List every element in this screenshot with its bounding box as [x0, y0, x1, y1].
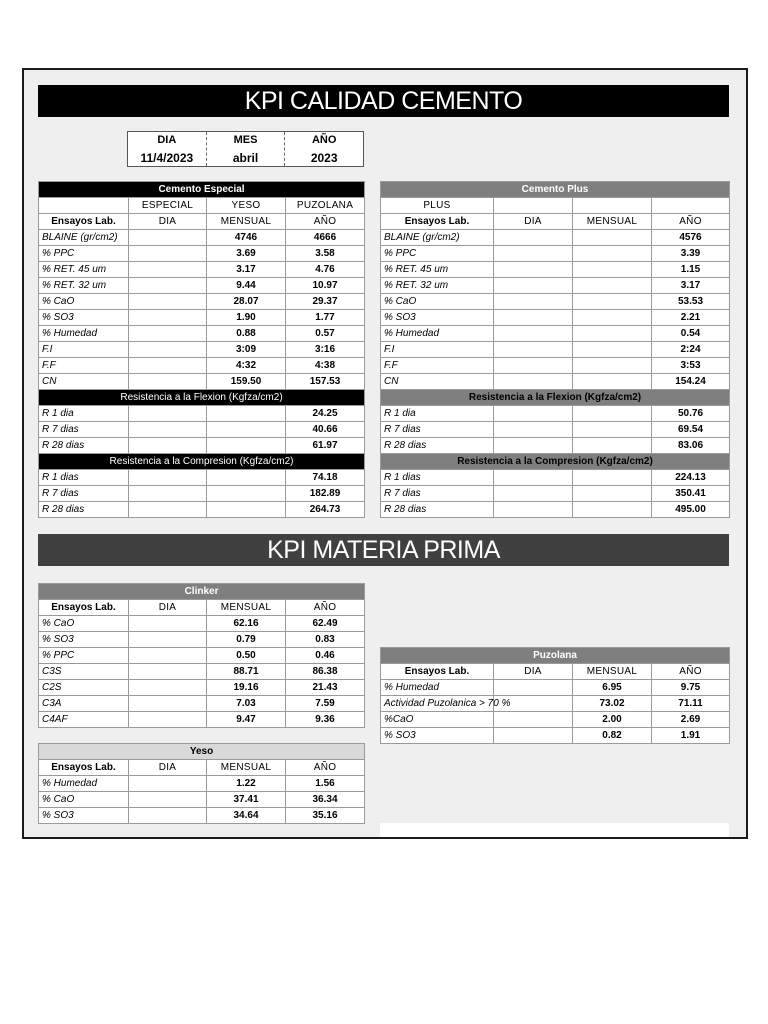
- table-row: [39, 680, 365, 696]
- cell-dia: [494, 502, 573, 518]
- header-dia: DIA: [129, 214, 207, 230]
- row-label: R 28 dias: [39, 502, 129, 518]
- cell-ano: 7.59: [286, 696, 365, 712]
- cell-dia: [129, 246, 207, 262]
- blank-cell: [573, 198, 652, 214]
- cell-dia: [494, 406, 573, 422]
- cell-dia: [129, 310, 207, 326]
- cell-dia: [129, 230, 207, 246]
- table-row: [39, 310, 365, 326]
- cell-ano: 3.39: [652, 246, 730, 262]
- row-label: % PPC: [381, 246, 494, 262]
- row-label: % SO3: [39, 632, 129, 648]
- cell-dia: [129, 664, 207, 680]
- cell-dia: [129, 502, 207, 518]
- cell-dia: [494, 310, 573, 326]
- cell-ano: 21.43: [286, 680, 365, 696]
- cell-ano: 157.53: [286, 374, 365, 390]
- cell-mensual: 0.88: [207, 326, 286, 342]
- cell-ano: 0.54: [652, 326, 730, 342]
- cell-mensual: [573, 294, 652, 310]
- header-ensayos: Ensayos Lab.: [381, 664, 494, 680]
- row-label: R 1 dias: [39, 470, 129, 486]
- cell-dia: [129, 792, 207, 808]
- cell-mensual: 9.44: [207, 278, 286, 294]
- cell-mensual: 62.16: [207, 616, 286, 632]
- cell-ano: 3:16: [286, 342, 365, 358]
- ano-label: AÑO: [311, 134, 337, 146]
- row-label: BLAINE (gr/cm2): [381, 230, 494, 246]
- table-row: [39, 776, 365, 792]
- cell-mensual: [207, 406, 286, 422]
- cell-mensual: 159.50: [207, 374, 286, 390]
- flexion-title: Resistencia a la Flexion (Kgfza/cm2): [381, 390, 730, 406]
- header-ensayos: Ensayos Lab.: [39, 600, 129, 616]
- table-row: [381, 502, 730, 518]
- subheader-puzolana: PUZOLANA: [286, 198, 365, 214]
- row-label: % Humedad: [39, 326, 129, 342]
- table-row: [39, 712, 365, 728]
- cell-mensual: 37.41: [207, 792, 286, 808]
- cell-dia: [494, 470, 573, 486]
- header-ano: AÑO: [286, 600, 365, 616]
- cell-ano: 224.13: [652, 470, 730, 486]
- cell-dia: [129, 262, 207, 278]
- cell-dia: [129, 808, 207, 824]
- cell-mensual: [573, 278, 652, 294]
- header-dia: DIA: [129, 760, 207, 776]
- cell-mensual: [207, 422, 286, 438]
- table-row: [39, 422, 365, 438]
- flexion-title: Resistencia a la Flexion (Kgfza/cm2): [39, 390, 365, 406]
- cell-ano: 495.00: [652, 502, 730, 518]
- row-label: % PPC: [39, 246, 129, 262]
- row-label: R 1 dias: [381, 470, 494, 486]
- cell-dia: [494, 230, 573, 246]
- table-row: [381, 406, 730, 422]
- cell-ano: 69.54: [652, 422, 730, 438]
- cell-ano: 36.34: [286, 792, 365, 808]
- cell-mensual: [573, 422, 652, 438]
- cell-dia: [129, 294, 207, 310]
- cell-dia: [494, 246, 573, 262]
- row-label: R 7 dias: [381, 422, 494, 438]
- cell-mensual: [573, 470, 652, 486]
- cell-ano: 1.56: [286, 776, 365, 792]
- header-mensual: MENSUAL: [207, 760, 286, 776]
- table-row: [381, 696, 730, 712]
- cell-mensual: [573, 230, 652, 246]
- cell-dia: [494, 358, 573, 374]
- row-label: % RET. 32 um: [39, 278, 129, 294]
- date-box: [127, 131, 364, 167]
- row-label: R 7 dias: [39, 486, 129, 502]
- cell-mensual: [573, 310, 652, 326]
- kpi-calidad-title: KPI CALIDAD CEMENTO: [38, 85, 729, 117]
- table-row: [381, 310, 730, 326]
- cell-ano: 0.46: [286, 648, 365, 664]
- cell-mensual: 88.71: [207, 664, 286, 680]
- cell-mensual: [573, 326, 652, 342]
- cell-mensual: [573, 262, 652, 278]
- table-row: [39, 358, 365, 374]
- cell-mensual: [573, 246, 652, 262]
- cell-ano: 50.76: [652, 406, 730, 422]
- cell-ano: 3:53: [652, 358, 730, 374]
- ano-value: 2023: [310, 151, 338, 165]
- mes-value: abril: [232, 151, 259, 165]
- row-label: % SO3: [39, 808, 129, 824]
- table-row: [39, 230, 365, 246]
- table-row: [381, 262, 730, 278]
- cell-ano: 24.25: [286, 406, 365, 422]
- date-ano: [285, 132, 363, 166]
- row-label: R 28 dias: [381, 502, 494, 518]
- table-row: [39, 502, 365, 518]
- cell-mensual: 3.69: [207, 246, 286, 262]
- cell-mensual: [207, 502, 286, 518]
- cell-mensual: 3.17: [207, 262, 286, 278]
- table-row: [39, 278, 365, 294]
- cell-dia: [129, 696, 207, 712]
- clinker-title: Clinker: [39, 584, 365, 600]
- cemento-especial-title: Cemento Especial: [39, 182, 365, 198]
- puzolana-title: Puzolana: [381, 648, 730, 664]
- row-label: % CaO: [39, 294, 129, 310]
- cell-mensual: 7.03: [207, 696, 286, 712]
- cell-ano: 4:38: [286, 358, 365, 374]
- table-row: [39, 374, 365, 390]
- cell-ano: 0.83: [286, 632, 365, 648]
- subheader-yeso: YESO: [207, 198, 286, 214]
- table-row: [381, 294, 730, 310]
- header-dia: DIA: [129, 600, 207, 616]
- row-label: F.F: [39, 358, 129, 374]
- cell-ano: 62.49: [286, 616, 365, 632]
- header-mensual: MENSUAL: [573, 664, 652, 680]
- row-label: % CaO: [39, 792, 129, 808]
- dia-label: DIA: [157, 134, 177, 146]
- row-label: % Humedad: [39, 776, 129, 792]
- table-row: [39, 632, 365, 648]
- cell-mensual: 19.16: [207, 680, 286, 696]
- cell-dia: [129, 776, 207, 792]
- cell-dia: [494, 294, 573, 310]
- row-label: % CaO: [381, 294, 494, 310]
- header-ano: AÑO: [652, 664, 730, 680]
- table-row: [381, 278, 730, 294]
- table-row: [381, 342, 730, 358]
- cell-ano: 0.57: [286, 326, 365, 342]
- header-mensual: MENSUAL: [207, 214, 286, 230]
- cell-mensual: [207, 438, 286, 454]
- row-label: R 1 dia: [39, 406, 129, 422]
- table-row: [381, 374, 730, 390]
- cell-mensual: [573, 358, 652, 374]
- date-dia: [128, 132, 207, 166]
- blank-cell: [39, 198, 129, 214]
- table-row: [381, 728, 730, 744]
- header-ano: AÑO: [652, 214, 730, 230]
- cell-dia: [494, 326, 573, 342]
- cell-mensual: [573, 486, 652, 502]
- cell-mensual: 73.02: [573, 696, 652, 712]
- header-ano: AÑO: [286, 214, 365, 230]
- blank-cell: [494, 198, 573, 214]
- cell-dia: [494, 422, 573, 438]
- header-ensayos: Ensayos Lab.: [381, 214, 494, 230]
- clinker-table: [38, 583, 365, 728]
- cell-mensual: 6.95: [573, 680, 652, 696]
- compresion-title: Resistencia a la Compresion (Kgfza/cm2): [39, 454, 365, 470]
- row-label: R 1 dia: [381, 406, 494, 422]
- cell-mensual: [207, 470, 286, 486]
- row-label: % RET. 45 um: [381, 262, 494, 278]
- cell-mensual: [573, 406, 652, 422]
- cell-dia: [129, 712, 207, 728]
- row-label: CN: [39, 374, 129, 390]
- cell-ano: 3.58: [286, 246, 365, 262]
- cell-dia: [129, 616, 207, 632]
- cell-ano: 4.76: [286, 262, 365, 278]
- header-dia: DIA: [494, 664, 573, 680]
- row-label: F.I: [381, 342, 494, 358]
- cell-mensual: 0.79: [207, 632, 286, 648]
- cell-dia: [129, 648, 207, 664]
- header-mensual: MENSUAL: [573, 214, 652, 230]
- cell-dia: [494, 728, 573, 744]
- cell-mensual: 34.64: [207, 808, 286, 824]
- cell-ano: 35.16: [286, 808, 365, 824]
- cell-ano: 1.91: [652, 728, 730, 744]
- row-label: C4AF: [39, 712, 129, 728]
- row-label: R 28 dias: [39, 438, 129, 454]
- cell-dia: [494, 342, 573, 358]
- table-row: [39, 326, 365, 342]
- cell-mensual: [573, 502, 652, 518]
- cell-ano: 154.24: [652, 374, 730, 390]
- cell-dia: [494, 680, 573, 696]
- row-label: C3A: [39, 696, 129, 712]
- compresion-title: Resistencia a la Compresion (Kgfza/cm2): [381, 454, 730, 470]
- table-row: [39, 696, 365, 712]
- table-row: [39, 470, 365, 486]
- table-row: [381, 246, 730, 262]
- table-row: [39, 792, 365, 808]
- dia-value: 11/4/2023: [140, 151, 194, 165]
- row-label: % RET. 32 um: [381, 278, 494, 294]
- row-label: % SO3: [381, 310, 494, 326]
- cell-mensual: [573, 374, 652, 390]
- table-row: [39, 486, 365, 502]
- row-label: F.I: [39, 342, 129, 358]
- cell-mensual: 4746: [207, 230, 286, 246]
- cell-ano: 83.06: [652, 438, 730, 454]
- cell-ano: 264.73: [286, 502, 365, 518]
- header-ano: AÑO: [286, 760, 365, 776]
- cell-ano: 53.53: [652, 294, 730, 310]
- cell-dia: [494, 278, 573, 294]
- table-row: [39, 246, 365, 262]
- header-ensayos: Ensayos Lab.: [39, 214, 129, 230]
- row-label: % SO3: [381, 728, 494, 744]
- cell-ano: 4666: [286, 230, 365, 246]
- cell-dia: [129, 422, 207, 438]
- row-label: R 7 dias: [381, 486, 494, 502]
- table-row: [381, 230, 730, 246]
- cell-ano: 61.97: [286, 438, 365, 454]
- row-label: % RET. 45 um: [39, 262, 129, 278]
- blank-cell: [652, 198, 730, 214]
- cell-dia: [129, 374, 207, 390]
- row-label: % Humedad: [381, 326, 494, 342]
- cell-ano: 9.75: [652, 680, 730, 696]
- table-row: [381, 470, 730, 486]
- row-label: C3S: [39, 664, 129, 680]
- cell-dia: [129, 278, 207, 294]
- row-label: R 28 dias: [381, 438, 494, 454]
- header-mensual: MENSUAL: [207, 600, 286, 616]
- cell-dia: [129, 342, 207, 358]
- cell-dia: [129, 358, 207, 374]
- cell-ano: 1.77: [286, 310, 365, 326]
- cell-dia: [129, 326, 207, 342]
- cell-mensual: 0.82: [573, 728, 652, 744]
- row-label: % CaO: [39, 616, 129, 632]
- cell-ano: 40.66: [286, 422, 365, 438]
- table-row: [381, 712, 730, 728]
- cell-mensual: 4:32: [207, 358, 286, 374]
- blank-area: [380, 823, 729, 837]
- cell-ano: 74.18: [286, 470, 365, 486]
- row-label: % Humedad: [381, 680, 494, 696]
- cell-mensual: 2.00: [573, 712, 652, 728]
- puzolana-table: [380, 647, 730, 744]
- cemento-plus-table: [380, 181, 730, 518]
- table-row: [381, 358, 730, 374]
- cell-ano: 3.17: [652, 278, 730, 294]
- cell-ano: 182.89: [286, 486, 365, 502]
- row-label: % PPC: [39, 648, 129, 664]
- table-row: [381, 486, 730, 502]
- subheader-especial: ESPECIAL: [129, 198, 207, 214]
- cell-mensual: 1.90: [207, 310, 286, 326]
- row-label: C2S: [39, 680, 129, 696]
- row-label: R 7 dias: [39, 422, 129, 438]
- table-row: [39, 294, 365, 310]
- cell-dia: [129, 680, 207, 696]
- yeso-title: Yeso: [39, 744, 365, 760]
- table-row: [381, 438, 730, 454]
- table-row: [39, 648, 365, 664]
- row-label: F.F: [381, 358, 494, 374]
- cell-ano: 86.38: [286, 664, 365, 680]
- mes-label: MES: [233, 134, 258, 146]
- row-label: CN: [381, 374, 494, 390]
- cell-dia: [129, 438, 207, 454]
- cell-ano: 71.11: [652, 696, 730, 712]
- table-row: [381, 680, 730, 696]
- table-row: [39, 808, 365, 824]
- cell-mensual: 9.47: [207, 712, 286, 728]
- yeso-table: [38, 743, 365, 824]
- cell-dia: [129, 632, 207, 648]
- date-mes: [207, 132, 286, 166]
- table-row: [39, 406, 365, 422]
- table-row: [381, 422, 730, 438]
- cell-ano: 4576: [652, 230, 730, 246]
- cell-mensual: 0.50: [207, 648, 286, 664]
- cell-ano: 1.15: [652, 262, 730, 278]
- cell-ano: 9.36: [286, 712, 365, 728]
- cell-ano: 2:24: [652, 342, 730, 358]
- cell-ano: 2.21: [652, 310, 730, 326]
- cell-mensual: 1.22: [207, 776, 286, 792]
- table-row: [39, 438, 365, 454]
- cell-ano: 2.69: [652, 712, 730, 728]
- header-dia: DIA: [494, 214, 573, 230]
- cell-dia: [494, 374, 573, 390]
- cell-mensual: [573, 438, 652, 454]
- subheader-plus: PLUS: [381, 198, 494, 214]
- cell-dia: [129, 486, 207, 502]
- cemento-especial-table: [38, 181, 365, 518]
- cell-mensual: [573, 342, 652, 358]
- row-label: Actividad Puzolanica > 70 %: [381, 696, 494, 712]
- row-label: %CaO: [381, 712, 494, 728]
- cell-ano: 10.97: [286, 278, 365, 294]
- row-label: % SO3: [39, 310, 129, 326]
- table-row: [39, 616, 365, 632]
- cell-ano: 29.37: [286, 294, 365, 310]
- table-row: [39, 664, 365, 680]
- row-label: BLAINE (gr/cm2): [39, 230, 129, 246]
- cell-ano: 350.41: [652, 486, 730, 502]
- cell-dia: [494, 438, 573, 454]
- header-ensayos: Ensayos Lab.: [39, 760, 129, 776]
- cell-dia: [494, 262, 573, 278]
- cell-dia: [494, 712, 573, 728]
- table-row: [39, 342, 365, 358]
- table-row: [39, 262, 365, 278]
- table-row: [381, 326, 730, 342]
- cell-mensual: 28.07: [207, 294, 286, 310]
- cell-dia: [129, 406, 207, 422]
- cell-mensual: 3:09: [207, 342, 286, 358]
- cell-dia: [129, 470, 207, 486]
- kpi-materia-title: KPI MATERIA PRIMA: [38, 534, 729, 566]
- cell-mensual: [207, 486, 286, 502]
- cell-dia: [494, 486, 573, 502]
- cemento-plus-title: Cemento Plus: [381, 182, 730, 198]
